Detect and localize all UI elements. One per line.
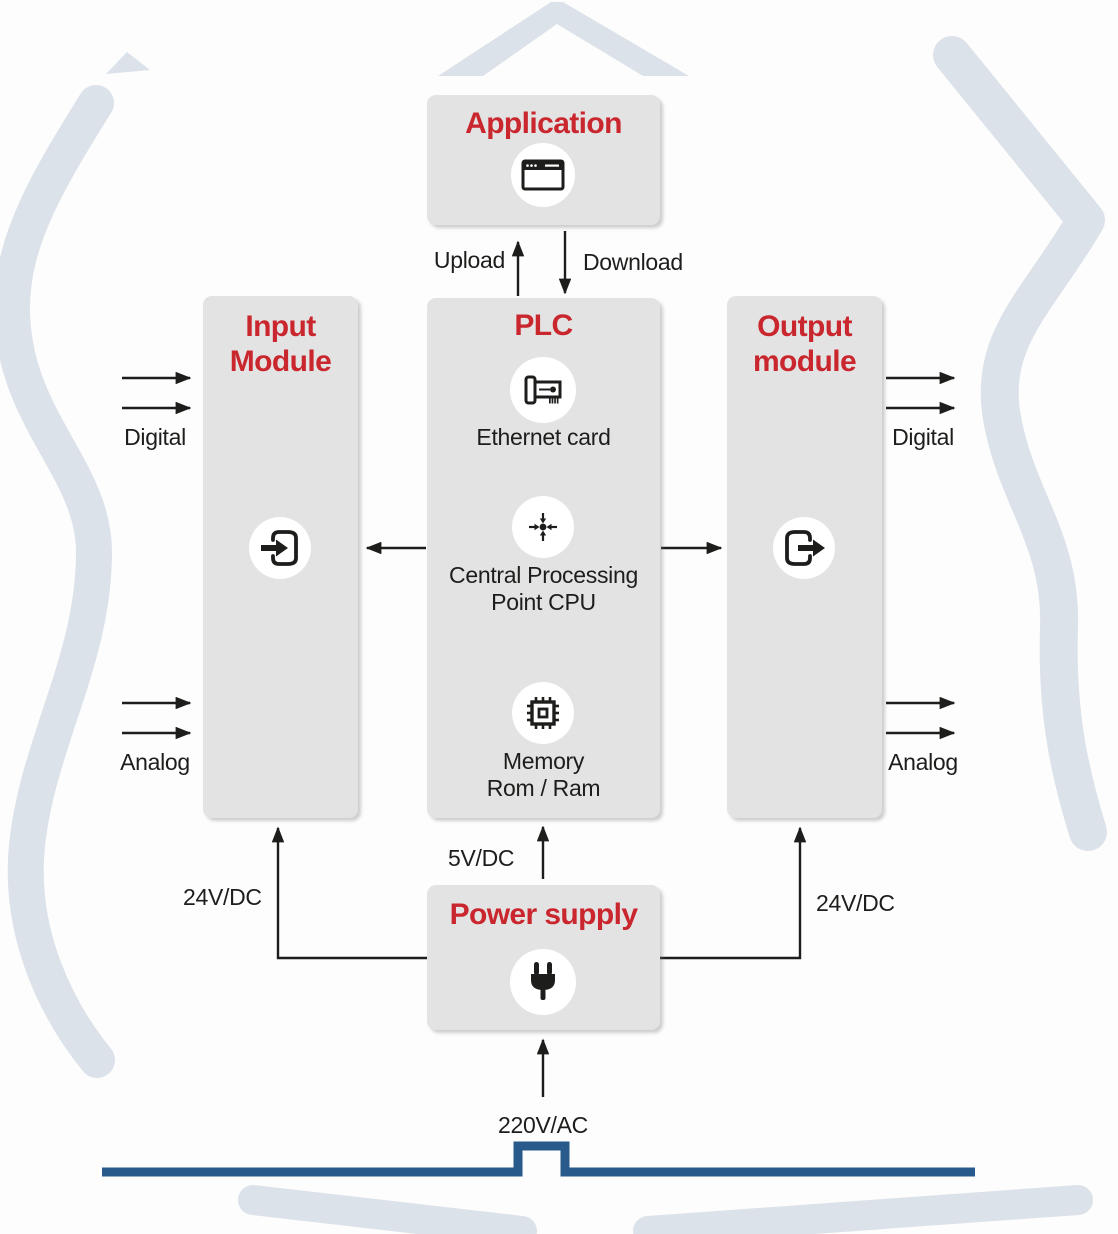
power-supply-title: Power supply: [449, 898, 638, 931]
memory-label: [427, 748, 660, 802]
output-module-title-line1: Output: [757, 310, 852, 343]
output-icon-circle: [773, 517, 835, 579]
power-icon-circle: [510, 949, 576, 1015]
ethernet-icon-circle: [510, 357, 576, 423]
sign-in-icon: [259, 527, 301, 569]
ethernet-card-icon: [523, 370, 563, 410]
output-module-title-line2: module: [752, 345, 857, 378]
power-plc-voltage-label: 5V/DC: [448, 845, 515, 871]
memory-icon-circle: [512, 682, 574, 744]
input-icon-circle: [249, 517, 311, 579]
cpu-label: [427, 562, 660, 616]
application-title: Application: [465, 107, 622, 140]
input-module-title: [203, 309, 358, 379]
input-module-title-line1: Input: [245, 310, 316, 343]
plc-title: PLC: [514, 309, 573, 342]
input-module-node: [203, 296, 358, 818]
app-window-icon: [521, 158, 565, 192]
output-module-node: [727, 296, 882, 818]
application-icon-circle: [511, 143, 575, 207]
application-node: [427, 95, 660, 225]
sign-out-icon: [782, 527, 826, 569]
power-to-input-arrow: [278, 828, 427, 958]
mains-pulse-line: [102, 1146, 975, 1172]
download-label: Download: [583, 249, 683, 275]
cpu-label-line1: Central Processing: [449, 562, 638, 588]
cpu-icon: [523, 507, 563, 547]
ethernet-card-label: Ethernet card: [476, 424, 611, 450]
power-supply-node: [427, 885, 660, 1030]
upload-label: Upload: [433, 247, 505, 273]
input-module-title-line2: Module: [229, 345, 332, 378]
memory-label-line2: Rom / Ram: [486, 775, 601, 801]
mains-voltage-label: 220V/AC: [498, 1112, 588, 1138]
plc-node: [427, 298, 660, 818]
power-right-voltage-label: 24V/DC: [816, 890, 895, 916]
input-analog-label: Analog: [120, 749, 190, 775]
output-module-title: [727, 309, 882, 379]
cpu-label-line2: Point CPU: [491, 589, 596, 615]
cpu-icon-circle: [512, 496, 574, 558]
power-plug-icon: [525, 960, 561, 1004]
power-left-voltage-label: 24V/DC: [183, 884, 262, 910]
memory-label-line1: Memory: [502, 748, 585, 774]
input-digital-label: Digital: [124, 424, 186, 450]
memory-chip-icon: [523, 693, 563, 733]
output-analog-label: Analog: [888, 749, 958, 775]
power-to-output-arrow: [660, 828, 800, 958]
output-digital-label: Digital: [892, 424, 954, 450]
